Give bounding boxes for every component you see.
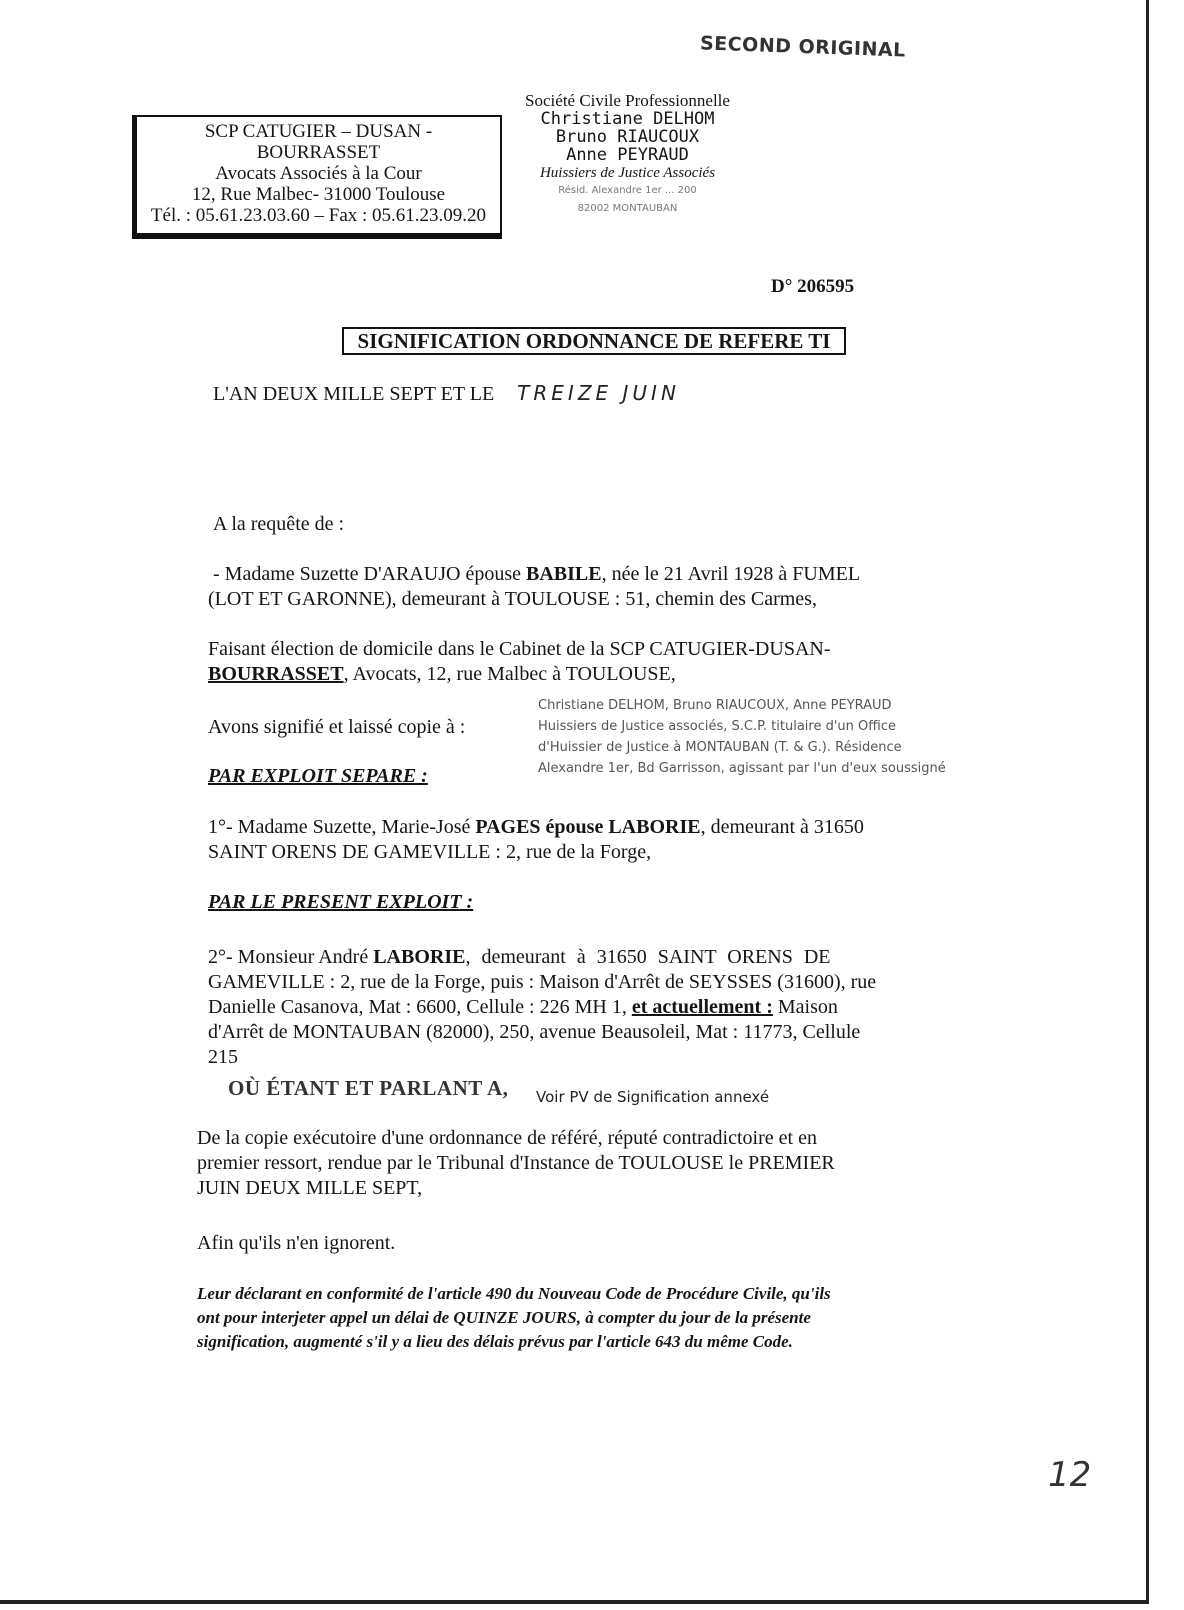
firm-line: Tél. : 05.61.23.03.60 – Fax : 05.61.23.09.20 (150, 205, 487, 226)
firm-line: SCP CATUGIER – DUSAN - (204, 121, 433, 142)
firm-line: 12, Rue Malbec- 31000 Toulouse (191, 184, 446, 205)
copy-text-line: premier ressort, rendue par le Tribunal d'Instance de TOULOUSE le PREMIER (197, 1152, 835, 1174)
document-title: SIGNIFICATION ORDONNANCE DE REFERE TI (342, 327, 846, 355)
domicile-line1: Faisant élection de domicile dans le Cabinet de la SCP CATUGIER-DUSAN- (208, 638, 831, 660)
copy-text-line: De la copie exécutoire d'une ordonnance de référé, réputé contradictoire et en (197, 1127, 817, 1149)
bailiff-address: 82002 MONTAUBAN (577, 203, 678, 214)
firm-line: Avocats Associés à la Cour (215, 163, 422, 184)
bailiff-address: Résid. Alexandre 1er ... 200 (558, 185, 697, 196)
party2-line2: GAMEVILLE : 2, rue de la Forge, puis : Maison d'Arrêt de SEYSSES (31600), rue (208, 971, 877, 993)
law-firm-box (132, 115, 502, 239)
bailiff-name: Bruno RIAUCOUX (555, 127, 700, 147)
notice-line: signification, augmenté s'il y a lieu des délais prévus par l'article 643 du même Code. (197, 1332, 793, 1351)
bailiff-stamp: Christiane DELHOM, Bruno RIAUCOUX, Anne PEYRAUD Huissiers de Justice associés, S.C.P. titulaire d'un Office d'Huissier de Justice à MONTAUBAN (T. & G.). Résidence Alexandre 1er, Bd Garrisson, agissant par l'un d'eux soussigné (538, 698, 946, 776)
party2-line3: Danielle Casanova, Mat : 6600, Cellule : 226 MH 1, et actuellement : Maison (208, 996, 838, 1018)
date-line (213, 381, 680, 406)
bailiff-name: Anne PEYRAUD (566, 145, 689, 165)
where-value: Voir PV de Signification annexé (536, 1088, 770, 1106)
request-intro: A la requête de : (213, 513, 345, 535)
firm-line: BOURRASSET (256, 142, 381, 163)
party2-line4: d'Arrêt de MONTAUBAN (82000), 250, avenue Beausoleil, Mat : 11773, Cellule (208, 1021, 861, 1043)
date-printed: L'AN DEUX MILLE SEPT ET LE (213, 383, 495, 405)
reference-number: D° 206595 (771, 276, 855, 297)
notice-line: Leur déclarant en conformité de l'article 490 du Nouveau Code de Procédure Civile, qu'ils (197, 1284, 831, 1303)
domicile-line2: BOURRASSET, Avocats, 12, rue Malbec à TOULOUSE, (208, 663, 676, 685)
served-label: Avons signifié et laissé copie à : (208, 716, 466, 738)
date-handwritten: TREIZE JUIN (517, 381, 680, 405)
party1-line1: 1°- Madame Suzette, Marie-José PAGES épouse LABORIE, demeurant à 31650 (208, 816, 864, 838)
bailiff-role: Huissiers de Justice Associés (539, 165, 716, 181)
party2-line5: 215 (208, 1046, 238, 1068)
plaintiff-line2: (LOT ET GARONNE), demeurant à TOULOUSE : 51, chemin des Carmes, (208, 588, 817, 610)
copy-text-line: JUIN DEUX MILLE SEPT, (197, 1177, 423, 1199)
bailiff-header (505, 92, 750, 218)
present-heading: PAR LE PRESENT EXPLOIT : (208, 891, 474, 913)
second-original-label: SECOND ORIGINAL (699, 32, 907, 62)
where-label: OÙ ÉTANT ET PARLANT A, (228, 1076, 509, 1100)
bailiff-name: Christiane DELHOM (540, 109, 715, 129)
party1-line2: SAINT ORENS DE GAMEVILLE : 2, rue de la Forge, (208, 841, 652, 863)
bailiff-company: Société Civile Professionnelle (525, 91, 730, 110)
party2-line1: 2°- Monsieur André LABORIE, demeurant à 31650 SAINT ORENS DE (208, 946, 831, 968)
plaintiff-line1: - Madame Suzette D'ARAUJO épouse BABILE, née le 21 Avril 1928 à FUMEL (213, 563, 861, 585)
closing-line: Afin qu'ils n'en ignorent. (197, 1232, 396, 1254)
page-number: 12 (1048, 1455, 1092, 1495)
separate-heading: PAR EXPLOIT SEPARE : (208, 765, 428, 787)
notice-line: ont pour interjeter appel un délai de QUINZE JOURS, à compter du jour de la présente (197, 1308, 811, 1327)
